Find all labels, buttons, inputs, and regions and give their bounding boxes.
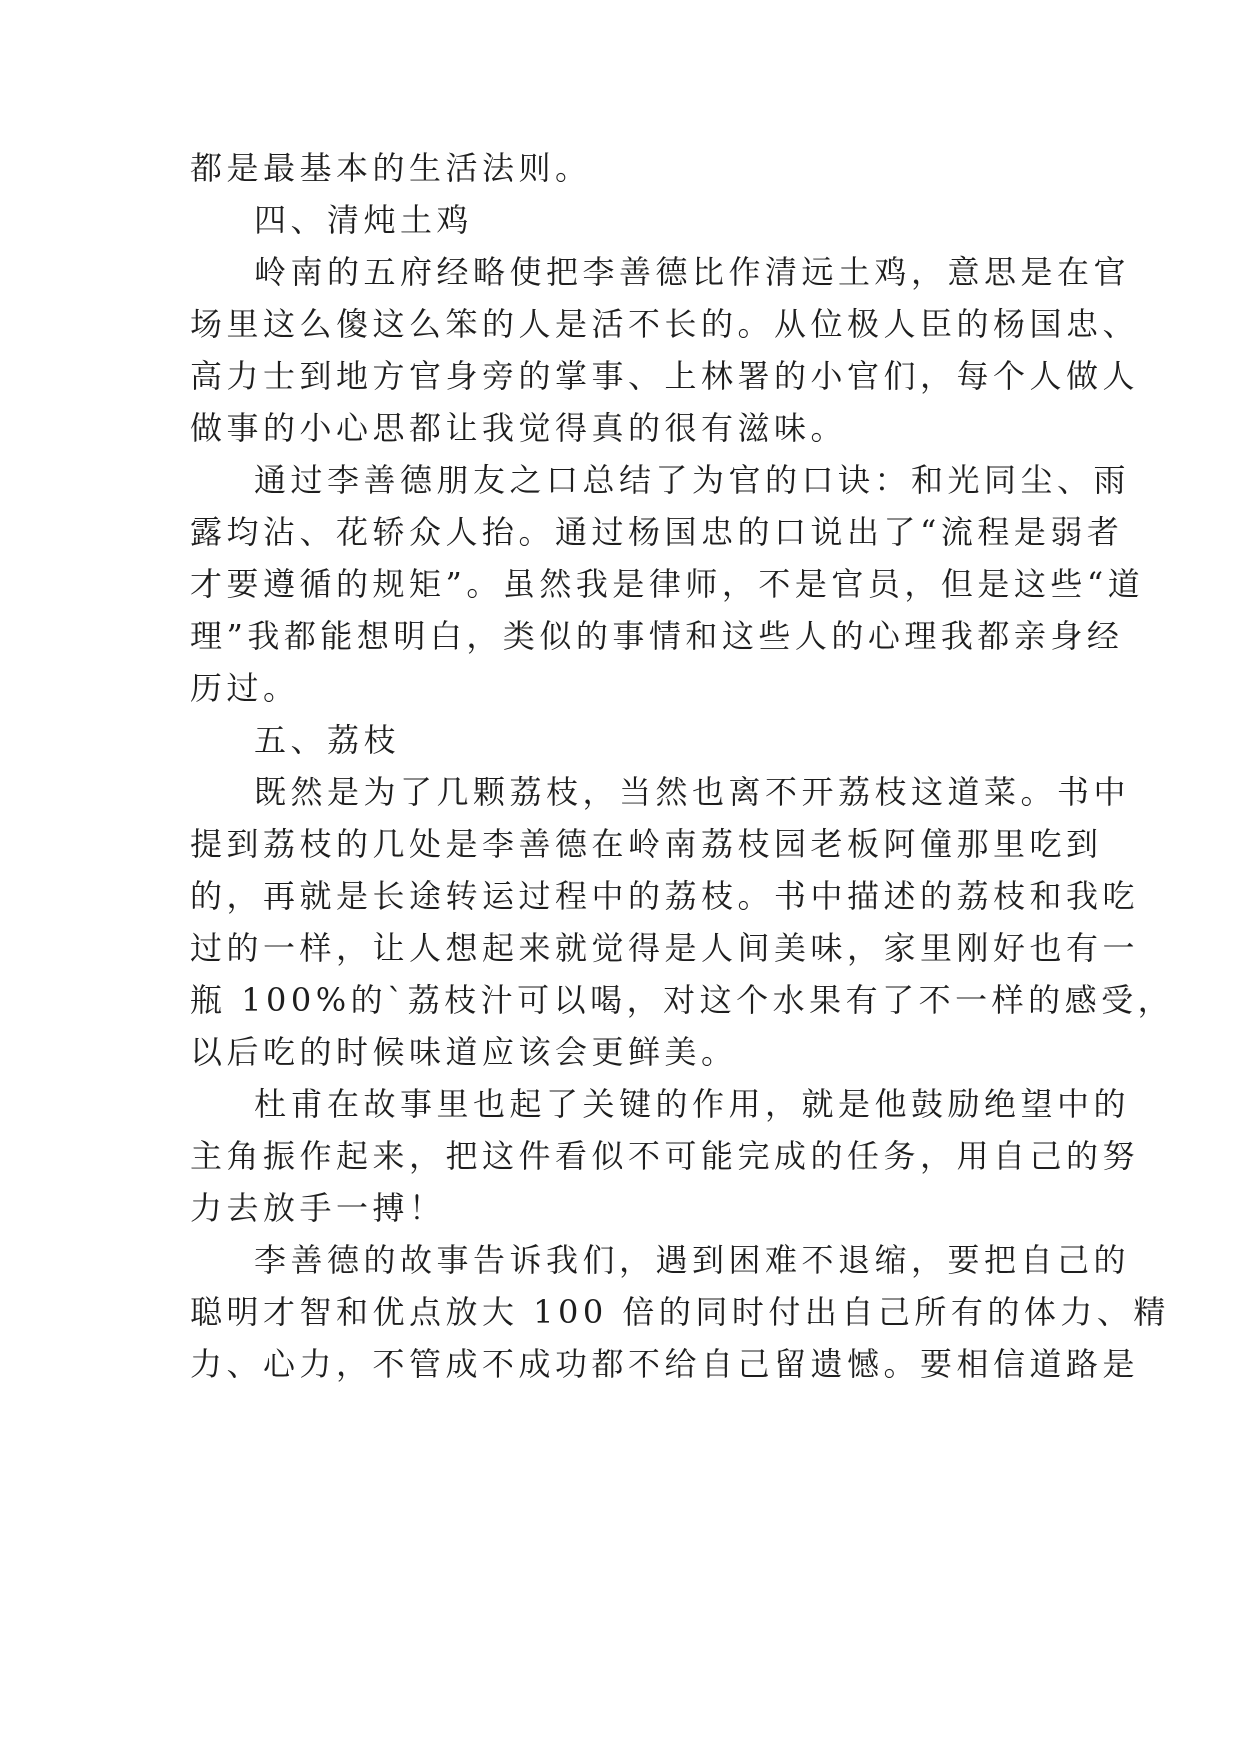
- text-line: 李善德的故事告诉我们，遇到困难不退缩，要把自己的: [254, 1241, 1131, 1279]
- text-line: 以后吃的时候味道应该会更鲜美。: [190, 1033, 738, 1071]
- text-line: 杜甫在故事里也起了关键的作用，就是他鼓励绝望中的: [254, 1085, 1131, 1123]
- text-line: 提到荔枝的几处是李善德在岭南荔枝园老板阿僮那里吃到: [190, 825, 1103, 863]
- text-line: 力去放手一搏！: [190, 1189, 446, 1227]
- text-line: 力、心力，不管成不成功都不给自己留遗憾。要相信道路是: [190, 1345, 1140, 1383]
- text-line: 通过李善德朋友之口总结了为官的口诀：和光同尘、雨: [254, 461, 1131, 499]
- section-heading: 五、荔枝: [254, 721, 401, 759]
- text-line: 瓶 100%的`荔枝汁可以喝，对这个水果有了不一样的感受，: [190, 981, 1175, 1019]
- section-heading: 四、清炖土鸡: [254, 201, 474, 239]
- text-line: 过的一样，让人想起来就觉得是人间美味，家里刚好也有一: [190, 929, 1140, 967]
- text-line: 高力士到地方官身旁的掌事、上林署的小官们，每个人做人: [190, 357, 1140, 395]
- text-line: 场里这么傻这么笨的人是活不长的。从位极人臣的杨国忠、: [190, 305, 1140, 343]
- text-line: 历过。: [190, 669, 300, 707]
- text-line: 都是最基本的生活法则。: [190, 149, 592, 187]
- text-line: 做事的小心思都让我觉得真的很有滋味。: [190, 409, 848, 447]
- text-line: 才要遵循的规矩”。虽然我是律师，不是官员，但是这些“道: [190, 565, 1145, 603]
- text-line: 岭南的五府经略使把李善德比作清远土鸡，意思是在官: [254, 253, 1131, 291]
- text-line: 聪明才智和优点放大 100 倍的同时付出自己所有的体力、精: [190, 1293, 1170, 1331]
- text-line: 既然是为了几颗荔枝，当然也离不开荔枝这道菜。书中: [254, 773, 1131, 811]
- text-line: 的，再就是长途转运过程中的荔枝。书中描述的荔枝和我吃: [190, 877, 1140, 915]
- text-line: 理”我都能想明白，类似的事情和这些人的心理我都亲身经: [190, 617, 1124, 655]
- text-line: 主角振作起来，把这件看似不可能完成的任务，用自己的努: [190, 1137, 1140, 1175]
- text-line: 露均沾、花轿众人抬。通过杨国忠的口说出了“流程是弱者: [190, 513, 1124, 551]
